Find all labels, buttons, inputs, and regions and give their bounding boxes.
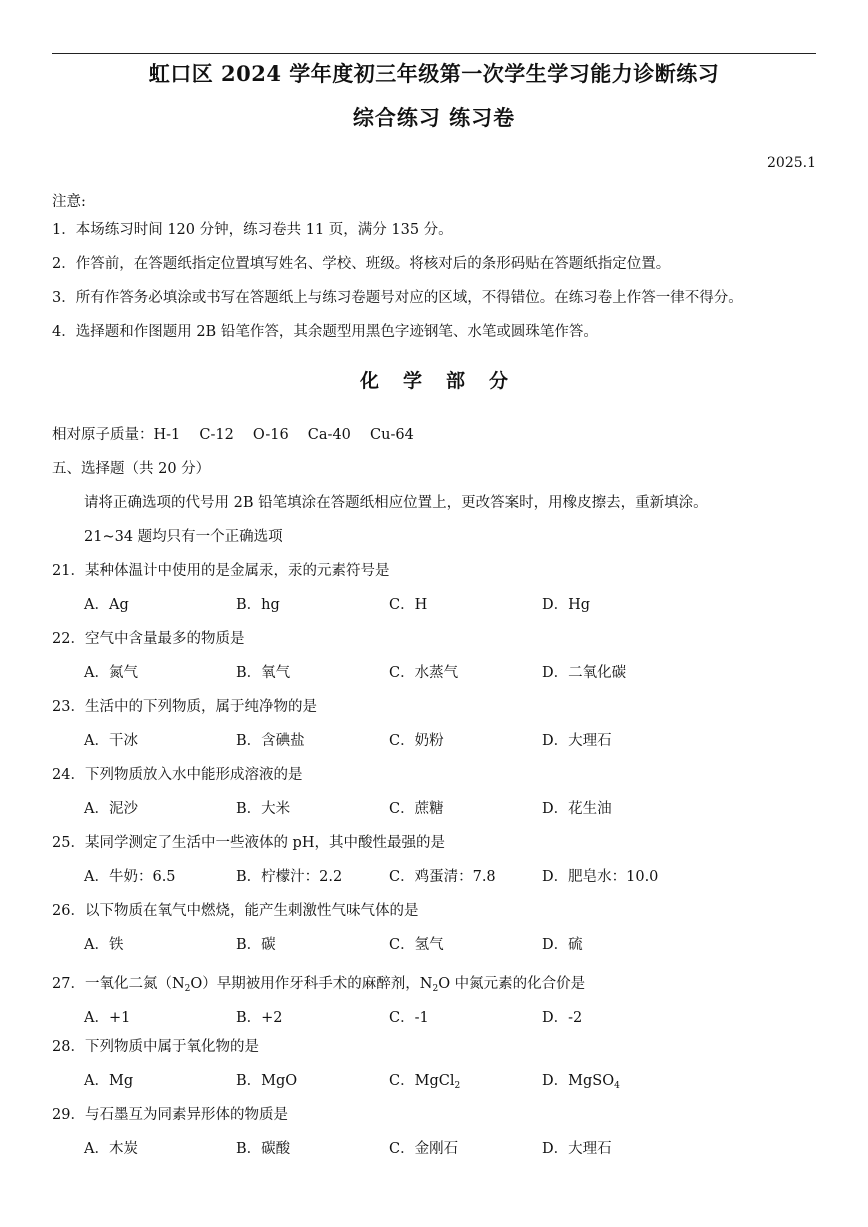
stem-text: O）早期被用作牙科手术的麻醉剂，N xyxy=(190,976,433,992)
question-stem: 28．下列物质中属于氧化物的是 xyxy=(52,1039,259,1055)
option-b: B．含碘盐 xyxy=(236,733,305,749)
question-stem: 21．某种体温计中使用的是金属汞，汞的元素符号是 xyxy=(52,563,390,579)
option-b: B．氧气 xyxy=(236,665,291,681)
option-a: A．Mg xyxy=(84,1073,134,1089)
option-a: A．牛奶：6.5 xyxy=(84,869,176,885)
option-d: D．肥皂水：10.0 xyxy=(542,869,659,885)
option-a: A．铁 xyxy=(84,937,124,953)
option-d: D．大理石 xyxy=(542,1141,612,1157)
section-title-char: 学 xyxy=(402,370,422,392)
option-a: A．Ag xyxy=(84,597,129,613)
question-stem: 22．空气中含量最多的物质是 xyxy=(52,631,245,647)
option-row xyxy=(84,797,804,819)
option-c: C．H xyxy=(389,597,428,613)
atomic-mass-line: 相对原子质量：H-1 C-12 O-16 Ca-40 Cu-64 xyxy=(52,427,414,443)
option-c: C．水蒸气 xyxy=(389,665,459,681)
question-stem: 25．某同学测定了生活中一些液体的 pH，其中酸性最强的是 xyxy=(52,835,445,851)
option-c: C．奶粉 xyxy=(389,733,444,749)
option-c: C．金刚石 xyxy=(389,1141,459,1157)
option-a: A．干冰 xyxy=(84,733,138,749)
option-c: C．蔗糖 xyxy=(389,801,444,817)
option-row xyxy=(84,661,804,683)
option-a: A．+1 xyxy=(84,1010,131,1026)
option-row xyxy=(84,865,804,887)
notice-item: 3．所有作答务必填涂或书写在答题纸上与练习卷题号对应的区域，不得错位。在练习卷上作答一律不得分。 xyxy=(52,290,743,306)
option-a: A．木炭 xyxy=(84,1141,138,1157)
option-a: A．泥沙 xyxy=(84,801,138,817)
subscript: 2 xyxy=(454,1081,461,1091)
option-d: D．大理石 xyxy=(542,733,612,749)
section-title-char: 化 xyxy=(359,370,379,392)
stem-text: O 中氮元素的化合价是 xyxy=(438,976,586,992)
option-row xyxy=(84,729,804,751)
option-row xyxy=(84,593,804,615)
page-subtitle: 综合练习 练习卷 xyxy=(352,105,516,130)
option-b: B．柠檬汁：2.2 xyxy=(236,869,343,885)
subscript: 4 xyxy=(614,1081,620,1091)
question-stem: 23．生活中的下列物质，属于纯净物的是 xyxy=(52,699,317,715)
question-stem xyxy=(52,972,585,993)
section-title xyxy=(0,366,868,393)
option-c: C．氢气 xyxy=(389,937,444,953)
question-stem: 26．以下物质在氧气中燃烧，能产生刺激性气味气体的是 xyxy=(52,903,419,919)
option-d: D．二氧化碳 xyxy=(542,665,627,681)
option-text: C．MgCl xyxy=(389,1073,455,1089)
option-c: C．-1 xyxy=(389,1010,429,1026)
option-b: B．hg xyxy=(236,597,280,613)
exam-date: 2025.1 xyxy=(767,155,816,171)
notice-heading: 注意: xyxy=(52,194,86,210)
option-row xyxy=(84,1069,804,1091)
option-c xyxy=(389,1069,460,1090)
option-b: B．MgO xyxy=(236,1073,298,1089)
notice-item: 2．作答前，在答题纸指定位置填写姓名、学校、班级。将核对后的条形码贴在答题纸指定位置。 xyxy=(52,256,671,272)
part-note: 21~34 题均只有一个正确选项 xyxy=(84,529,283,545)
option-row xyxy=(84,1137,804,1159)
part-heading: 五、选择题（共 20 分） xyxy=(52,461,211,477)
question-stem: 24．下列物质放入水中能形成溶液的是 xyxy=(52,767,303,783)
option-text: D．MgSO xyxy=(542,1073,615,1089)
page-title: 虹口区 2024 学年度初三年级第一次学生学习能力诊断练习 xyxy=(148,61,720,86)
part-instruction: 请将正确选项的代号用 2B 铅笔填涂在答题纸相应位置上，更改答案时，用橡皮擦去，重新填涂。 xyxy=(84,495,708,511)
option-b: B．大米 xyxy=(236,801,291,817)
option-b: B．碳酸 xyxy=(236,1141,291,1157)
option-a: A．氮气 xyxy=(84,665,138,681)
section-title-char: 部 xyxy=(446,370,466,392)
option-d: D．-2 xyxy=(542,1010,583,1026)
question-stem: 29．与石墨互为同素异形体的物质是 xyxy=(52,1107,288,1123)
option-row xyxy=(84,1006,804,1028)
subscript: 2 xyxy=(184,984,191,994)
option-c: C．鸡蛋清：7.8 xyxy=(389,869,496,885)
option-d: D．花生油 xyxy=(542,801,612,817)
notice-item: 4．选择题和作图题用 2B 铅笔作答，其余题型用黑色字迹钢笔、水笔或圆珠笔作答。 xyxy=(52,324,598,340)
stem-text: 27．一氧化二氮（N xyxy=(52,976,185,992)
option-d: D．硫 xyxy=(542,937,583,953)
option-d: D．Hg xyxy=(542,597,591,613)
top-rule xyxy=(52,53,816,54)
option-d xyxy=(542,1069,620,1090)
option-b: B．碳 xyxy=(236,937,276,953)
option-b: B．+2 xyxy=(236,1010,283,1026)
subscript: 2 xyxy=(432,984,439,994)
option-row xyxy=(84,933,804,955)
notice-item: 1．本场练习时间 120 分钟，练习卷共 11 页，满分 135 分。 xyxy=(52,222,453,238)
section-title-char: 分 xyxy=(489,370,509,392)
